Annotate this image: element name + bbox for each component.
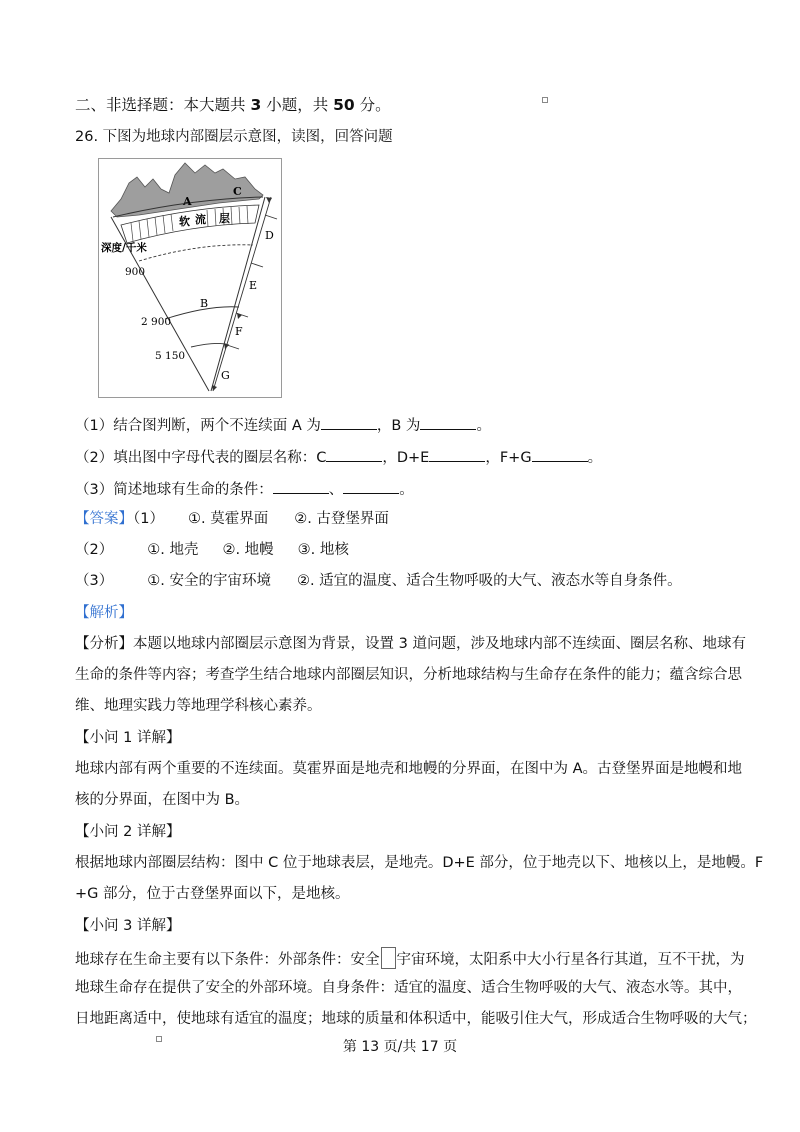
depth-5150: 5 150 — [155, 350, 186, 362]
label-g: G — [221, 369, 230, 382]
answer-2-item-2: ②. 地幔 — [222, 542, 274, 558]
depth-title: 深度/千米 — [101, 242, 147, 254]
label-f: F — [235, 325, 243, 338]
heading-points: 50 — [333, 96, 355, 114]
sub2-text-c: ，F+G — [485, 450, 532, 466]
measure-line — [213, 197, 271, 391]
blank-3b[interactable] — [343, 478, 399, 494]
answer-1-item-1: ①. 莫霍界面 — [187, 511, 269, 527]
answer-3-num: （3） — [75, 573, 114, 589]
q1-detail-line-2: 核的分界面，在图中为 B。 — [75, 792, 250, 808]
blank-2a[interactable] — [326, 446, 382, 462]
sub-question-2 — [75, 446, 602, 468]
analysis-line-2: 生命的条件等内容；考查学生结合地球内部圈层知识，分析地球结构与生命存在条件的能力；蕴含综合思 — [75, 667, 742, 683]
q3-line-1-part-a: 地球存在生命主要有以下条件：外部条件：安全 — [75, 952, 380, 968]
answer-line-1 — [75, 509, 389, 529]
sub2-text-a: （2）填出图中字母代表的圈层名称：C — [75, 450, 327, 466]
earth-interior-diagram — [99, 159, 281, 397]
blank-1b[interactable] — [420, 414, 476, 430]
dashed-900-arc — [139, 245, 253, 261]
sub-question-1 — [75, 414, 491, 436]
q3-detail-heading: 【小问 3 详解】 — [75, 918, 181, 934]
answer-3-item-1: ①. 安全的宇宙环境 — [147, 573, 271, 589]
answer-1-item-2: ②. 古登堡界面 — [294, 511, 389, 527]
answer-2-item-3: ③. 地核 — [297, 542, 349, 558]
q3-detail-line-1 — [75, 947, 745, 970]
sub2-text-d: 。 — [587, 450, 603, 466]
depth-2900: 2 900 — [141, 316, 172, 328]
label-a: A — [183, 195, 192, 208]
depth-900: 900 — [125, 266, 146, 278]
answer-1-num: （1） — [133, 511, 164, 527]
answer-tag: 【答案】 — [75, 511, 133, 527]
blank-2b[interactable] — [429, 446, 485, 462]
heading-suffix: 分。 — [359, 96, 391, 114]
sub1-text-b: ，B 为 — [376, 418, 421, 434]
heading-mid: 小题，共 — [266, 96, 329, 114]
blank-1a[interactable] — [321, 414, 377, 430]
heading-prefix: 二、非选择题：本大题共 — [75, 96, 246, 114]
heading-count: 3 — [250, 96, 262, 114]
analysis-tag: 【解析】 — [75, 605, 133, 621]
cone-right-edge — [211, 197, 265, 391]
sub3-text-c: 。 — [399, 482, 414, 498]
q3-detail-line-3: 日地距离适中，使地球有适宜的温度；地球的质量和体积适中，能吸引住大气，形成适合生物呼吸的大气； — [75, 1011, 757, 1027]
blank-3a[interactable] — [273, 478, 329, 494]
q2-detail-line-2: +G 部分，位于古登堡界面以下，是地核。 — [75, 886, 350, 902]
answer-line-3 — [75, 571, 682, 591]
q1-detail-line-1: 地球内部有两个重要的不连续面。莫霍界面是地壳和地幔的分界面，在图中为 A。古登堡界面是地幔和地 — [75, 761, 743, 777]
q2-detail-heading: 【小问 2 详解】 — [75, 824, 181, 840]
layer-char-3: 层 — [219, 212, 230, 225]
layer-char-2: 流 — [195, 213, 206, 226]
label-d: D — [265, 229, 274, 242]
marker-box-top — [542, 97, 548, 103]
page-footer: 第 13 页/共 17 页 — [342, 1039, 458, 1055]
label-c: C — [233, 185, 242, 198]
blank-2c[interactable] — [532, 446, 588, 462]
q2-detail-line-1: 根据地球内部圈层结构：图中 C 位于地球表层，是地壳。D+E 部分，位于地壳以下、地核以上，是地幔。F — [75, 855, 764, 871]
q3-detail-line-2: 地球生命存在提供了安全的外部环境。自身条件：适宜的温度、适合生物呼吸的大气、液态水等。其中， — [75, 980, 742, 996]
sub3-text-a: （3）简述地球有生命的条件： — [75, 482, 273, 498]
q1-detail-heading: 【小问 1 详解】 — [75, 730, 181, 746]
sub1-text-c: 。 — [476, 418, 491, 434]
answer-line-2 — [75, 540, 349, 560]
layer-char-1: 软 — [179, 215, 190, 228]
sub-question-3 — [75, 478, 414, 500]
label-b: B — [200, 297, 209, 310]
earth-interior-figure — [98, 158, 282, 398]
q3-line-1-part-b: 宇宙环境，太阳系中大小行星各行其道，互不干扰，为 — [396, 952, 745, 968]
answer-3-item-2: ②. 适宜的温度、适合生物呼吸的大气、液态水等自身条件。 — [296, 573, 682, 589]
section-heading — [75, 95, 391, 115]
answer-2-num: （2） — [75, 542, 114, 558]
label-e: E — [249, 279, 258, 292]
sub3-text-b: 、 — [328, 482, 344, 498]
text-cursor-box — [381, 947, 396, 969]
sub2-text-b: ，D+E — [382, 450, 430, 466]
analysis-line-3: 维、地理实践力等地理学科核心素养。 — [75, 698, 322, 714]
question-stem: 26. 下图为地球内部圈层示意图，读图，回答问题 — [75, 129, 393, 145]
answer-2-item-1: ①. 地壳 — [147, 542, 199, 558]
sub1-text-a: （1）结合图判断，两个不连续面 A 为 — [75, 418, 321, 434]
analysis-line-1: 【分析】本题以地球内部圈层示意图为背景，设置 3 道问题，涉及地球内部不连续面、圈层名称、地球有 — [75, 636, 746, 652]
